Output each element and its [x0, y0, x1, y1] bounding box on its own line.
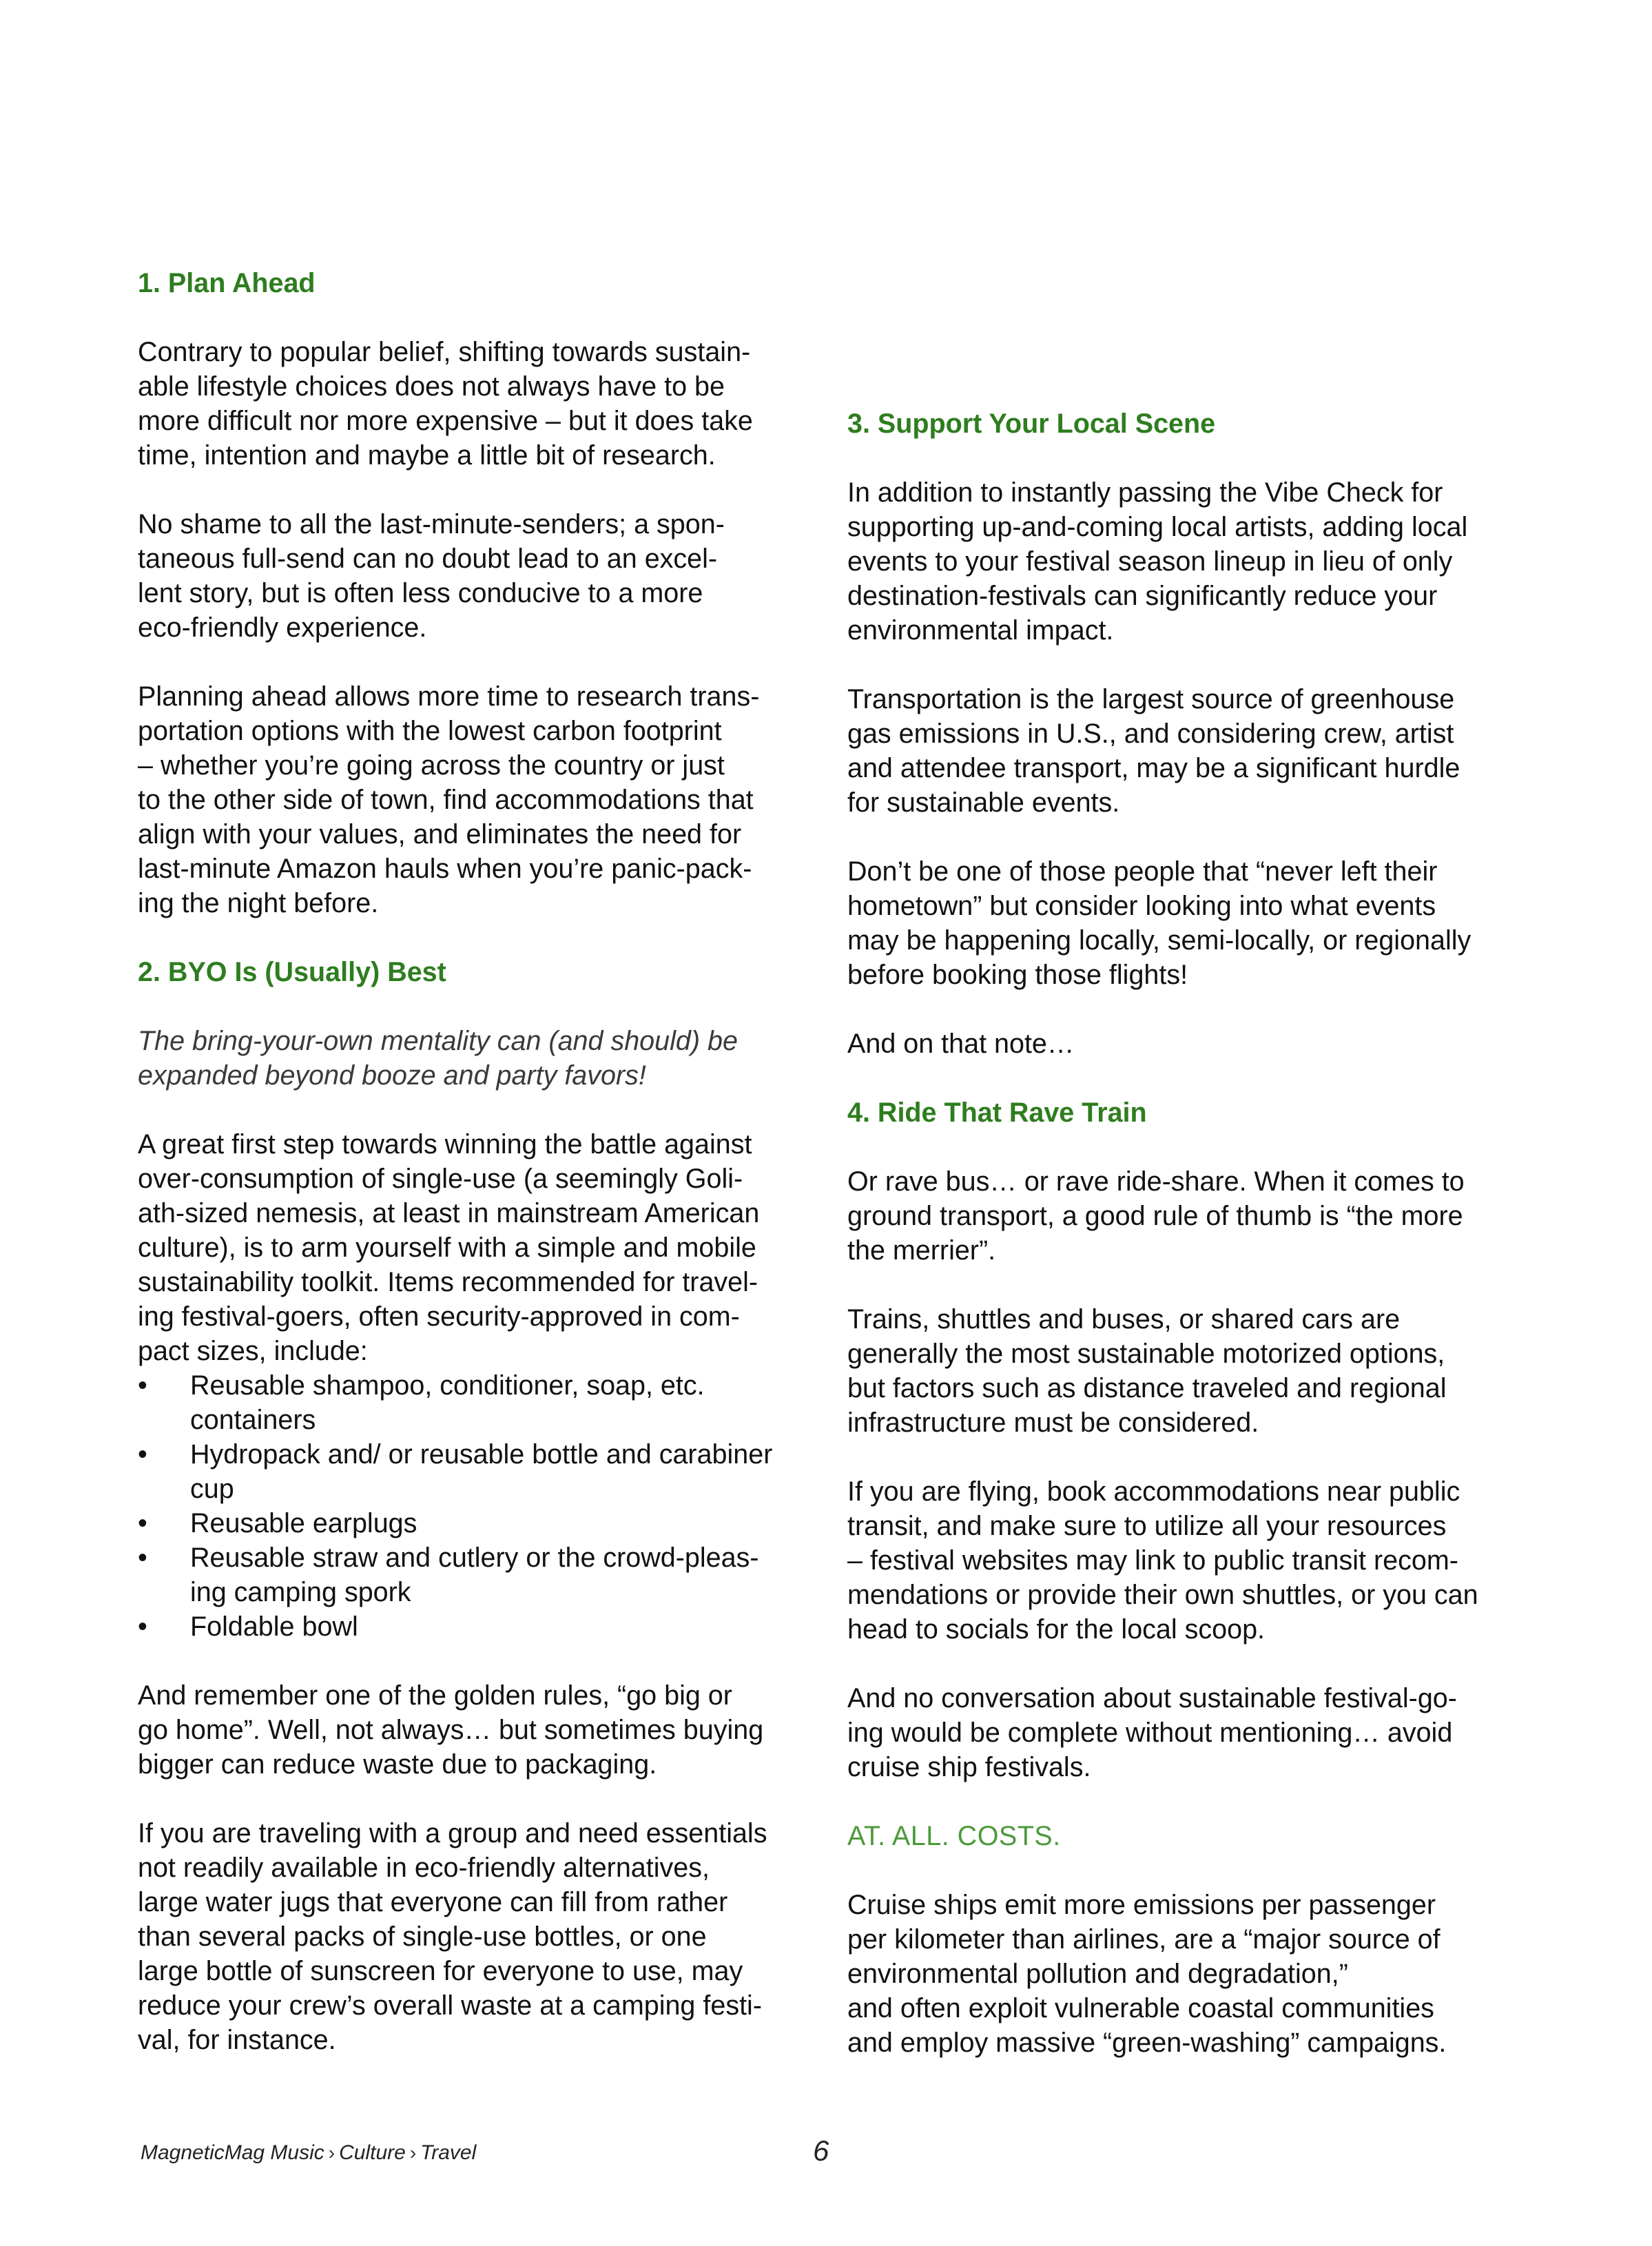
text-line: for sustainable events. [847, 787, 1120, 818]
text-line: not readily available in eco-friendly alternatives, [138, 1853, 710, 1883]
text-line: the merrier”. [847, 1235, 996, 1266]
text-line: large water jugs that everyone can fill from rather [138, 1887, 728, 1917]
paragraph [138, 1816, 813, 2057]
text-line: ing festival-goers, often security-approved in com- [138, 1301, 740, 1332]
text-line: And on that note… [847, 1029, 1075, 1059]
toolkit-bullet-list [138, 1368, 813, 1644]
text-line: cruise ship festivals. [847, 1752, 1091, 1782]
paragraph [138, 679, 813, 920]
footer-crumb-culture: Culture [339, 2141, 406, 2164]
text-line: large bottle of sunscreen for everyone to use, may [138, 1956, 743, 1986]
paragraph [847, 854, 1522, 992]
emphasis-callout: AT. ALL. COSTS. [847, 1821, 1061, 1851]
list-item [138, 1541, 813, 1609]
text-line: ing would be complete without mentioning… avoid [847, 1718, 1453, 1748]
paragraph [138, 1127, 813, 1368]
text-line: ing the night before. [138, 888, 379, 918]
list-item [138, 1437, 813, 1506]
text-line: Cruise ships emit more emissions per passenger [847, 1890, 1436, 1920]
text-line: supporting up-and-coming local artists, adding local [847, 512, 1468, 542]
text-line: able lifestyle choices does not always have to be [138, 371, 725, 402]
text-line: Reusable earplugs [190, 1508, 417, 1538]
text-line: Planning ahead allows more time to research trans- [138, 681, 760, 712]
text-line: Transportation is the largest source of greenhouse [847, 684, 1455, 714]
bullet-icon: • [138, 1508, 147, 1538]
text-line: lent story, but is often less conducive to a more [138, 578, 703, 608]
text-line: before booking those flights! [847, 960, 1188, 990]
right-column [847, 406, 1522, 2060]
text-line: The bring-your-own mentality can (and should) be [138, 1026, 738, 1056]
text-line: over-consumption of single-use (a seemingly Goli- [138, 1164, 743, 1194]
text-line: And no conversation about sustainable festival-go- [847, 1683, 1457, 1713]
text-line: but factors such as distance traveled and regional [847, 1373, 1447, 1403]
text-line: – festival websites may link to public transit recom- [847, 1545, 1458, 1576]
bullet-text [190, 1609, 813, 1644]
text-line: expanded beyond booze and party favors! [138, 1060, 646, 1091]
text-line: Or rave bus… or rave ride-share. When it comes to [847, 1166, 1465, 1197]
paragraph [138, 335, 813, 473]
text-line: Reusable straw and cutlery or the crowd-pleas- [190, 1543, 759, 1573]
text-line: Don’t be one of those people that “never left their [847, 856, 1438, 887]
text-line: and often exploit vulnerable coastal communities [847, 1993, 1434, 2023]
text-line: Contrary to popular belief, shifting towards sustain- [138, 337, 751, 367]
text-line: cup [190, 1474, 234, 1504]
text-line: Reusable shampoo, conditioner, soap, etc. [190, 1370, 705, 1401]
text-line: eco-friendly experience. [138, 612, 427, 643]
page-number: 6 [813, 2134, 829, 2167]
text-line: In addition to instantly passing the Vibe Check for [847, 477, 1443, 508]
text-line: A great first step towards winning the battle against [138, 1129, 752, 1160]
text-line: containers [190, 1405, 316, 1435]
text-line: Foldable bowl [190, 1611, 358, 1642]
chevron-right-icon: › [409, 2142, 417, 2163]
section-heading-byo: 2. BYO Is (Usually) Best [138, 957, 446, 987]
text-line: portation options with the lowest carbon footprint [138, 716, 722, 746]
footer-brand: MagneticMag Music [141, 2141, 324, 2164]
section-heading-rave-train: 4. Ride That Rave Train [847, 1098, 1147, 1128]
text-line: ath-sized nemesis, at least in mainstream American [138, 1198, 760, 1228]
text-line: If you are flying, book accommodations near public [847, 1476, 1460, 1507]
paragraph [138, 507, 813, 645]
text-line: And remember one of the golden rules, “go big or [138, 1680, 732, 1711]
text-line: time, intention and maybe a little bit of research. [138, 440, 716, 471]
paragraph [847, 682, 1522, 820]
bullet-icon: • [138, 1611, 147, 1642]
left-column [138, 266, 813, 2057]
text-line: infrastructure must be considered. [847, 1408, 1259, 1438]
paragraph [138, 1678, 813, 1782]
text-line: last-minute Amazon hauls when you’re panic-pack- [138, 854, 752, 884]
paragraph [847, 1027, 1522, 1061]
text-line: destination-festivals can significantly reduce your [847, 581, 1438, 611]
text-line: culture), is to arm yourself with a simple and mobile [138, 1233, 756, 1263]
paragraph [847, 1302, 1522, 1440]
text-line: environmental pollution and degradation,” [847, 1959, 1348, 1989]
text-line: reduce your crew’s overall waste at a camping festi- [138, 1990, 762, 2021]
text-line: environmental impact. [847, 615, 1114, 646]
text-line: Trains, shuttles and buses, or shared cars are [847, 1304, 1401, 1335]
text-line: If you are traveling with a group and need essentials [138, 1818, 767, 1848]
bullet-text [190, 1368, 813, 1437]
text-line: and attendee transport, may be a significant hurdle [847, 753, 1460, 783]
paragraph [847, 1474, 1522, 1647]
text-line: head to socials for the local scoop. [847, 1614, 1266, 1645]
bullet-text [190, 1541, 813, 1609]
section-heading-plan-ahead: 1. Plan Ahead [138, 268, 316, 298]
list-item [138, 1506, 813, 1541]
text-line: go home”. Well, not always… but sometimes buying [138, 1715, 764, 1745]
text-line: per kilometer than airlines, are a “major source of [847, 1924, 1441, 1955]
text-line: align with your values, and eliminates the need for [138, 819, 742, 849]
footer-breadcrumb [141, 2141, 476, 2165]
text-line: more difficult nor more expensive – but it does take [138, 406, 753, 436]
paragraph [847, 1164, 1522, 1268]
bullet-text [190, 1437, 813, 1506]
bullet-icon: • [138, 1543, 147, 1573]
chevron-right-icon: › [328, 2142, 335, 2163]
text-line: – whether you’re going across the country or just [138, 750, 725, 781]
text-line: and employ massive “green-washing” campaigns. [847, 2028, 1447, 2058]
text-line: ing camping spork [190, 1577, 411, 1607]
text-line: val, for instance. [138, 2025, 336, 2055]
text-line: hometown” but consider looking into what events [847, 891, 1436, 921]
bullet-text [190, 1506, 813, 1541]
text-line: taneous full-send can no doubt lead to an excel- [138, 544, 718, 574]
section-heading-local-scene: 3. Support Your Local Scene [847, 409, 1216, 439]
bullet-icon: • [138, 1439, 147, 1470]
text-line: transit, and make sure to utilize all your resources [847, 1511, 1447, 1541]
text-line: No shame to all the last-minute-senders; a spon- [138, 509, 725, 539]
text-line: Hydropack and/ or reusable bottle and carabiner [190, 1439, 773, 1470]
text-line: mendations or provide their own shuttles, or you can [847, 1580, 1478, 1610]
bullet-icon: • [138, 1370, 147, 1401]
paragraph [847, 1681, 1522, 1784]
text-line: than several packs of single-use bottles, or one [138, 1922, 707, 1952]
list-item [138, 1368, 813, 1437]
text-line: pact sizes, include: [138, 1336, 368, 1366]
paragraph [847, 1888, 1522, 2060]
text-line: may be happening locally, semi-locally, or regionally [847, 925, 1472, 956]
text-line: events to your festival season lineup in lieu of only [847, 546, 1453, 577]
intro-italic [138, 1024, 813, 1093]
list-item [138, 1609, 813, 1644]
text-line: generally the most sustainable motorized options, [847, 1339, 1445, 1369]
text-line: sustainability toolkit. Items recommended for travel- [138, 1267, 758, 1297]
paragraph [847, 475, 1522, 648]
footer-crumb-travel: Travel [420, 2141, 477, 2164]
text-line: bigger can reduce waste due to packaging. [138, 1749, 657, 1780]
text-line: to the other side of town, find accommodations that [138, 785, 754, 815]
text-line: gas emissions in U.S., and considering crew, artist [847, 719, 1454, 749]
text-line: ground transport, a good rule of thumb is “the more [847, 1201, 1463, 1231]
